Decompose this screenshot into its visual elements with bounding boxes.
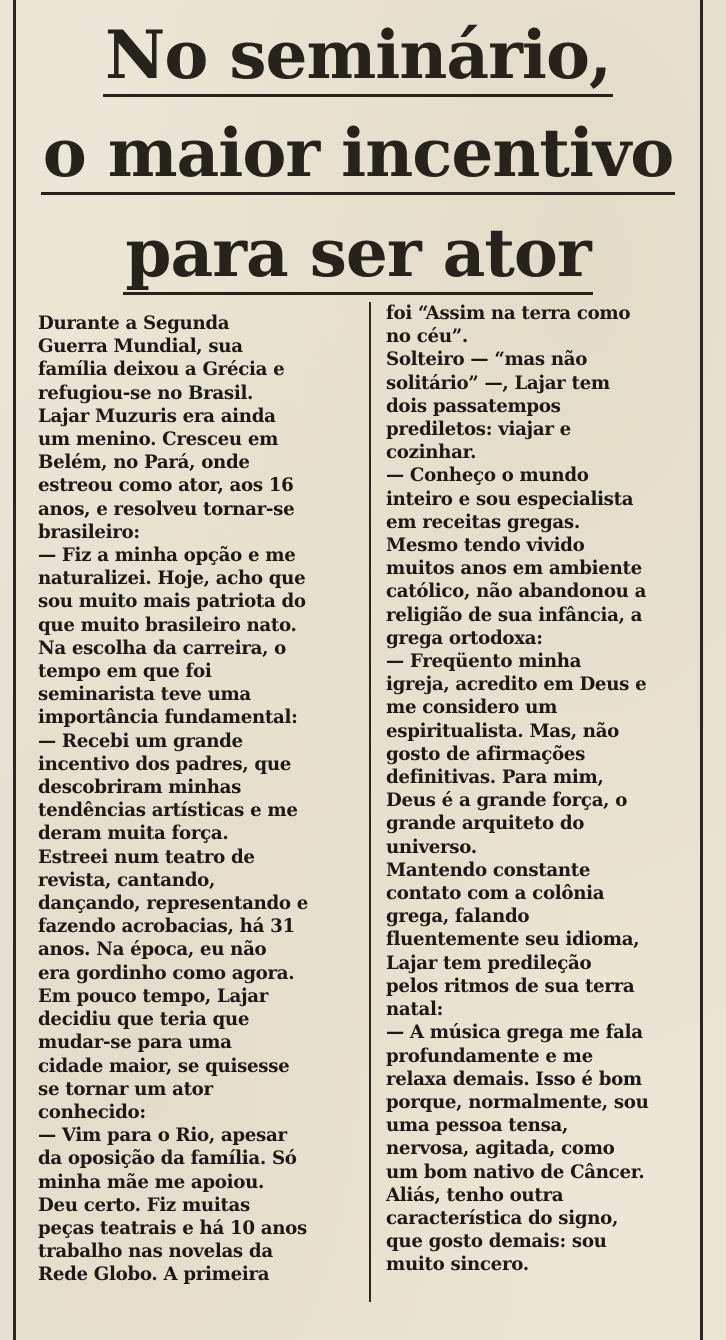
article-line: no céu”. — [386, 326, 468, 348]
article-line: naturalizei. Hoje, acho que — [38, 568, 306, 590]
article-line: característica do signo, — [386, 1207, 619, 1229]
article-line: sou muito mais patriota do — [38, 591, 306, 613]
article-line: seminarista teve uma — [38, 684, 251, 706]
article-line: mudar-se para uma — [38, 1032, 232, 1054]
article-line: um menino. Cresceu em — [38, 429, 279, 451]
headline-line-2 — [16, 112, 700, 194]
article-line: espiritualista. Mas, não — [386, 720, 620, 742]
article-line: Deu certo. Fiz muitas — [38, 1194, 250, 1216]
article-line: em receitas gregas. — [386, 511, 580, 533]
article-line: peças teatrais e há 10 anos — [38, 1217, 307, 1239]
article-line: igreja, acredito em Deus e — [386, 674, 647, 696]
article-line: trabalho nas novelas da — [38, 1241, 273, 1263]
article-line: religião de sua infância, a — [386, 604, 643, 626]
left-border-rule — [13, 0, 16, 1340]
article-line: Estreei num teatro de — [38, 846, 255, 868]
right-border-rule — [700, 0, 703, 1340]
article-line: minha mãe me apoiou. — [38, 1171, 265, 1193]
article-line: — Fiz a minha opção e me — [38, 545, 296, 567]
article-line: tempo em que foi — [38, 661, 212, 683]
article-line: me considero um — [386, 697, 558, 719]
article-line: tendências artísticas e me — [38, 800, 298, 822]
article-line: uma pessoa tensa, — [386, 1115, 569, 1137]
article-line: se tornar um ator — [38, 1078, 213, 1100]
article-line: Mesmo tendo vivido — [386, 535, 585, 557]
article-line: Lajar tem predileção — [386, 952, 592, 974]
article-line: Deus é a grande força, o — [386, 790, 628, 812]
article-line: Aliás, tenho outra — [386, 1184, 564, 1206]
article-line: importância fundamental: — [38, 707, 298, 729]
headline-line-3-text: para ser ator — [123, 214, 592, 295]
article-line: fluentemente seu idioma, — [386, 929, 640, 951]
headline-line-1 — [16, 14, 700, 96]
article-line: universo. — [386, 836, 477, 858]
article-line: estreou como ator, aos 16 — [38, 475, 294, 497]
article-line: — A música grega me fala — [386, 1022, 643, 1044]
headline-line-3 — [16, 212, 700, 294]
article-line: anos. Na época, eu não — [38, 939, 267, 961]
article-line: — Conheço o mundo — [386, 465, 589, 487]
article-line: grande arquiteto do — [386, 813, 585, 835]
article-line: solitário” —, Lajar tem — [386, 372, 610, 394]
article-line: católico, não abandonou a — [386, 581, 647, 603]
article-line: — Vim para o Rio, apesar — [38, 1125, 287, 1147]
article-line: um bom nativo de Câncer. — [386, 1161, 645, 1183]
article-line: contato com a colônia — [386, 883, 605, 905]
article-line: cidade maior, se quisesse — [38, 1055, 290, 1077]
article-line: Em pouco tempo, Lajar — [38, 985, 268, 1007]
article-line: revista, cantando, — [38, 869, 215, 891]
article-column-right — [386, 302, 698, 1277]
column-divider — [369, 302, 371, 1302]
article-line: porque, normalmente, sou — [386, 1091, 649, 1113]
article-line: cozinhar. — [386, 442, 477, 464]
article-line: Durante a Segunda — [38, 313, 230, 334]
article-line: gosto de afirmações — [386, 743, 586, 765]
article-line: muito sincero. — [386, 1254, 529, 1276]
article-line: grega ortodoxa: — [386, 627, 543, 649]
article-line: que gosto demais: sou — [386, 1231, 607, 1253]
article-line: que muito brasileiro nato. — [38, 614, 297, 636]
article-line: pelos ritmos de sua terra — [386, 975, 635, 997]
article-line: incentivo dos padres, que — [38, 753, 292, 775]
headline-line-1-text: No seminário, — [103, 16, 613, 97]
article-line: brasileiro: — [38, 521, 140, 543]
article-line: era gordinho como agora. — [38, 962, 295, 984]
article-line: definitivas. Para mim, — [386, 767, 604, 789]
article-line: nervosa, agitada, como — [386, 1138, 615, 1160]
article-line: relaxa demais. Isso é bom — [386, 1068, 642, 1090]
article-line: refugiou-se no Brasil. — [38, 382, 254, 404]
article-line: descobriram minhas — [38, 777, 242, 799]
article-line: Belém, no Pará, onde — [38, 452, 250, 474]
article-line: anos, e resolveu tornar-se — [38, 498, 295, 520]
article-line: — Freqüento minha — [386, 651, 582, 673]
article-line: Solteiro — “mas não — [386, 349, 588, 371]
headline-line-2-text: o maior incentivo — [41, 114, 676, 195]
article-line: Guerra Mundial, sua — [38, 336, 243, 358]
article-line: decidiu que teria que — [38, 1009, 250, 1031]
article-line: Mantendo constante — [386, 859, 591, 881]
article-column-left — [38, 312, 358, 1287]
article-line: família deixou a Grécia e — [38, 359, 285, 381]
article-line: fazendo acrobacias, há 31 — [38, 916, 295, 938]
article-line: profundamente e me — [386, 1045, 593, 1067]
article-line: Na escolha da carreira, o — [38, 637, 287, 659]
article-line: deram muita força. — [38, 823, 229, 845]
article-line: inteiro e sou especialista — [386, 488, 634, 510]
article-line: da oposição da família. Só — [38, 1148, 297, 1170]
article-line: Lajar Muzuris era ainda — [38, 405, 276, 427]
article-line: dois passatempos — [386, 395, 561, 417]
article-line: conhecido: — [38, 1101, 146, 1123]
article-line: foi “Assim na terra como — [386, 303, 631, 324]
article-line: prediletos: viajar e — [386, 419, 571, 441]
article-line: Rede Globo. A primeira — [38, 1264, 270, 1286]
article-line: dançando, representando e — [38, 893, 309, 915]
article-line: natal: — [386, 999, 444, 1021]
article-line: grega, falando — [386, 906, 530, 928]
article-line: muitos anos em ambiente — [386, 558, 642, 580]
article-line: — Recebi um grande — [38, 730, 243, 752]
